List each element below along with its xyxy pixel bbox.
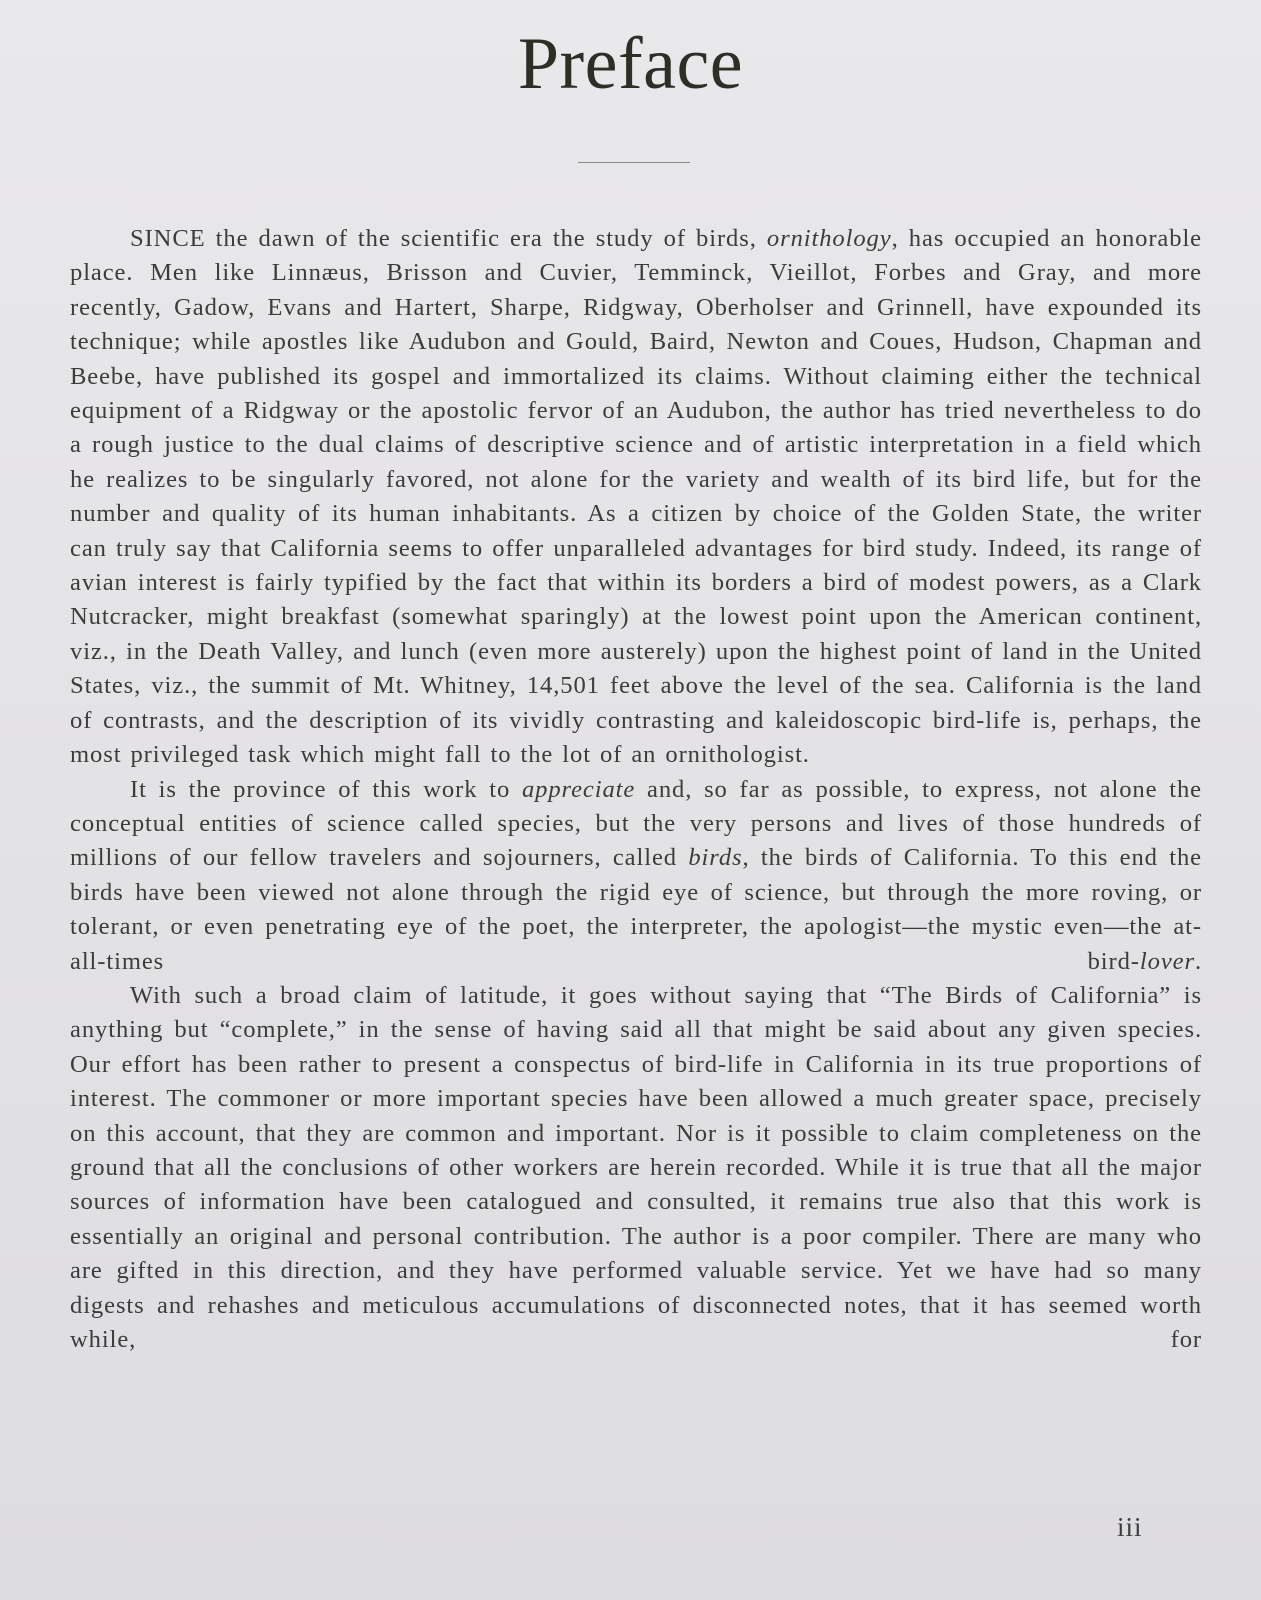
- paragraph-2-italic-appreciate: appreciate: [521, 775, 636, 803]
- paragraph-2-italic-lover: lover: [1139, 947, 1195, 975]
- paragraph-1-text-1: SINCE the dawn of the scientific era the study of birds,: [130, 225, 767, 252]
- paragraph-2-text-1: It is the province of this work to: [130, 775, 522, 803]
- paragraph-2: [70, 773, 1202, 979]
- paragraph-2-text-3: , the birds of California. To this end the birds have been viewed not alone through the rigid eye of science, but through the more roving, or tolerant, or even penetrating eye of the poet, the interpreter, the apologist—the mystic even—the at-all-times bird-: [70, 844, 1202, 975]
- title-divider: [578, 162, 690, 163]
- paragraph-2-text-4: .: [1194, 947, 1202, 975]
- paragraph-1-italic-ornithology: ornithology: [766, 225, 892, 252]
- paragraph-3-text-1: With such a broad claim of latitude, it goes without saying that “The Birds of California” is anything but “complete,” in the sense of having said all that might be said about any given species. Our effort has been rather to present a conspectus of bird-life in California in its true proportions of interest. The commoner or more important species have been allowed a much greater space, precisely on this account, that they are common and important. Nor is it possible to claim completeness on the ground that all the conclusions of other workers are herein recorded. While it is true that all the major sources of information have been catalogued and consulted, it remains true also that this work is essentially an original and personal contribution. The author is a poor compiler. There are many who are gifted in this direction, and they have performed valuable service. Yet we have had so many digests and rehashes and meticulous accumulations of disconnected notes, that it has seemed worth while, for: [70, 981, 1202, 1353]
- paragraph-2-text-2: and, so far as possible, to express, not alone the conceptual entities of science called species, but the very persons and lives of those hundreds of millions of our fellow travelers and sojourners, called: [70, 775, 1202, 872]
- page-number: iii: [1117, 1512, 1143, 1542]
- paragraph-2-italic-birds: birds: [688, 844, 743, 872]
- paragraph-1-text-2: , has occupied an honorable place. Men like Linnæus, Brisson and Cuvier, Temminck, Vieillot, Forbes and Gray, and more recently, Gadow, Evans and Hartert, Sharpe, Ridgway, Oberholser and Grinnell, have expounded its technique; while apostles like Audubon and Gould, Baird, Newton and Coues, Hudson, Chapman and Beebe, have published its gospel and immortalized its claims. Without claiming either the technical equipment of a Ridgway or the apostolic fervor of an Audubon, the author has tried nevertheless to do a rough justice to the dual claims of descriptive science and of artistic interpretation in a field which he realizes to be singularly favored, not alone for the variety and wealth of its bird life, but for the number and quality of its human inhabitants. As a citizen by choice of the Golden State, the writer can truly say that California seems to offer unparalleled advantages for bird study. Indeed, its range of avian interest is fairly typified by the fact that within its borders a bird of modest powers, as a Clark Nutcracker, might breakfast (somewhat sparingly) at the lowest point upon the American continent, viz., in the Death Valley, and lunch (even more austerely) upon the highest point of land in the United States, viz., the summit of Mt. Whitney, 14,501 feet above the level of the sea. California is the land of contrasts, and the description of its vividly contrasting and kaleidoscopic bird-life is, perhaps, the most privileged task which might fall to the lot of an ornithologist.: [70, 225, 1202, 769]
- preface-body: [70, 222, 1202, 1357]
- paragraph-3: [70, 979, 1202, 1357]
- page-title: Preface: [517, 23, 744, 105]
- paragraph-1: [70, 222, 1202, 773]
